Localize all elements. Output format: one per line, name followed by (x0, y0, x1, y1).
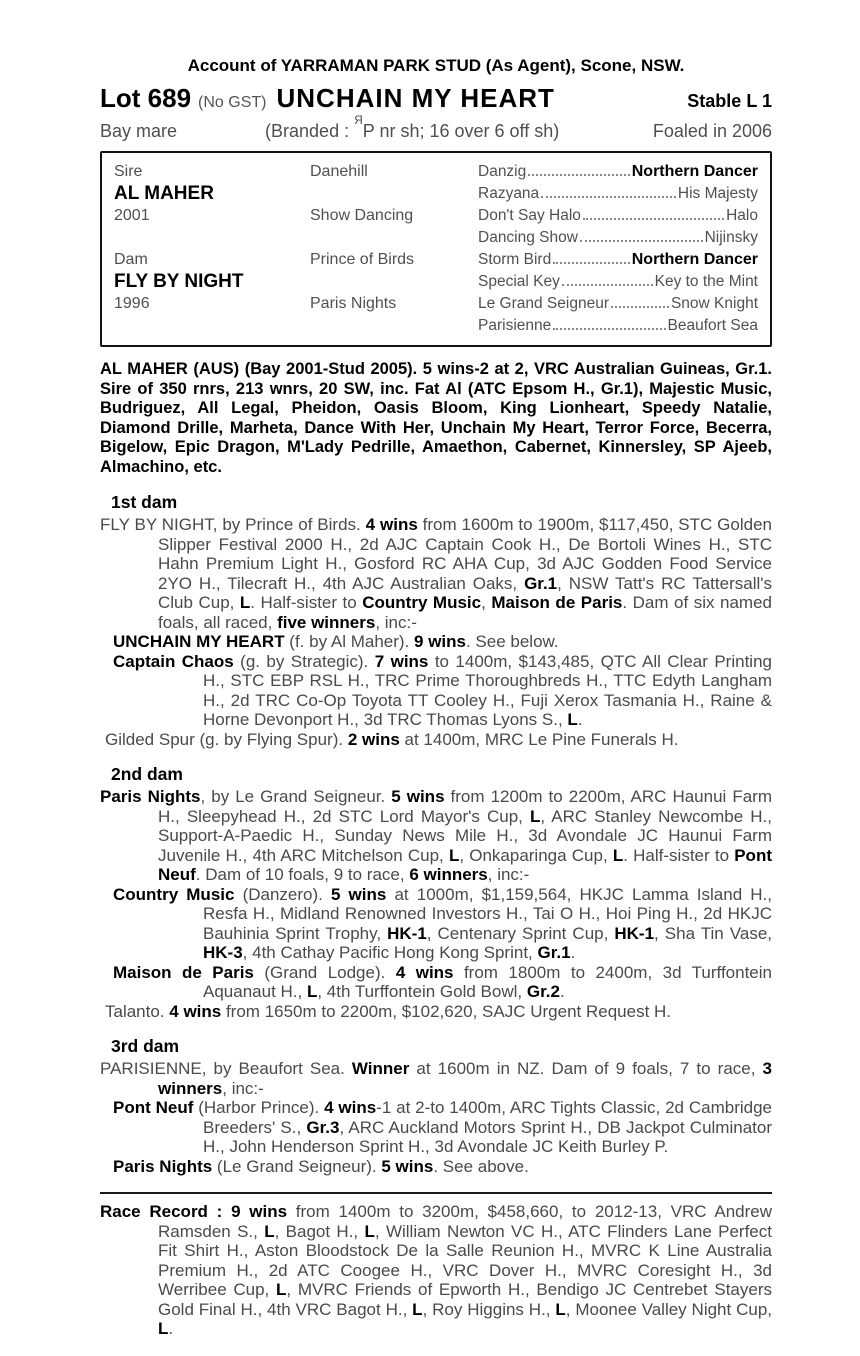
progeny-entry: Paris Nights (Le Grand Seigneur). 5 wins. See above. (113, 1156, 529, 1176)
leader-dots (528, 174, 630, 176)
section-divider (100, 1192, 772, 1194)
leader-dots (553, 328, 665, 330)
progeny-entry: Gilded Spur (g. by Flying Spur). 2 wins at 1400m, MRC Le Pine Funerals H. (105, 729, 679, 749)
progeny-entry: Talanto. 4 wins from 1650m to 2200m, $102,620, SAJC Urgent Request H. (105, 1001, 672, 1021)
ancestor-parent: Northern Dancer (631, 163, 758, 180)
gen3-row (478, 161, 758, 183)
ancestor-name: Dancing Show (478, 229, 578, 246)
section-heading-3rd-dam: 3rd dam (111, 1036, 180, 1056)
lot-title-row (100, 83, 772, 114)
gen3-row (478, 271, 758, 293)
dam-sire: Prince of Birds (310, 251, 415, 268)
brand-open: (Branded : (265, 121, 355, 141)
account-line: Account of YARRAMAN PARK STUD (As Agent), Scone, NSW. (187, 56, 685, 75)
progeny-entry: Country Music (Danzero). 5 wins at 1000m, $1,159,564, HKJC Lamma Island H., Resfa H., Midland Renowned Investors H., Tai O H., Hoi Ping H., 2d HKJC Bauhinia Sprint Trophy, HK-1, Centenary Sprint Cup, HK-1, Sha Tin Vase, HK-3, 4th Cathay Pacific Hong Kong Sprint, Gr.1. (113, 884, 772, 962)
dam-year: 1996 (114, 295, 150, 312)
leader-dots (583, 218, 724, 220)
progeny-entry: Maison de Paris (Grand Lodge). 4 wins from 1800m to 2400m, 3d Turffontein Aquanaut H., L, 4th Turffontein Gold Bowl, Gr.2. (113, 962, 772, 1001)
ancestor-name: Special Key (478, 273, 560, 290)
progeny-entry: Pont Neuf (Harbor Prince). 4 wins-1 at 2-to 1400m, ARC Tights Classic, 2d Cambridge Breeders' S., Gr.3, ARC Auckland Motors Sprint H., DB Jackpot Culminator H., John Henderson Sprint H., 3d Avondale JC Keith Burley P. (113, 1098, 772, 1156)
third-dam-entry: PARISIENNE, by Beaufort Sea. Winner at 1600m in NZ. Dam of 9 foals, 7 to race, 3 winners, inc:- (100, 1059, 772, 1098)
pedigree-col-parents (114, 161, 310, 337)
sire-year: 2001 (114, 207, 150, 224)
ancestor-name: Parisienne (478, 317, 552, 334)
ancestor-name: Le Grand Seigneur (478, 295, 609, 312)
ancestor-name: Don't Say Halo (478, 207, 581, 224)
ancestor-parent: Halo (726, 207, 758, 224)
second-dam-entry: Paris Nights, by Le Grand Seigneur. 5 wins from 1200m to 2200m, ARC Haunui Farm H., Sleepyhead H., 2d STC Lord Mayor's Cup, L, ARC Stanley Newcombe H., Support-A-Paedic H., Sunday News Mile H., 3d Avondale JC Haunui Farm Juvenile H., 4th ARC Mitchelson Cup, L, Onkaparinga Cup, L. Half-sister to Pont Neuf. Dam of 10 foals, 9 to race, 6 winners, inc:- (100, 787, 772, 884)
pedigree-col-grandparents (310, 161, 478, 337)
sire-dam: Show Dancing (310, 207, 414, 224)
ancestor-parent: Nijinsky (704, 229, 758, 246)
brand-rest: P nr sh; 16 over 6 off sh) (362, 121, 560, 141)
gen3-row (478, 315, 758, 337)
sire-name: AL MAHER (114, 183, 214, 204)
leader-dots (611, 306, 669, 308)
leader-dots (553, 262, 630, 264)
no-gst-label: (No GST) (198, 94, 267, 111)
ancestor-name: Razyana (478, 185, 540, 202)
section-heading-1st-dam: 1st dam (111, 492, 178, 512)
catalog-page (100, 0, 772, 1339)
stable-label: Stable L 1 (687, 91, 772, 111)
ancestor-parent: Beaufort Sea (667, 317, 758, 334)
gen3-row (478, 249, 758, 271)
foaled-year: Foaled in 2006 (652, 121, 772, 141)
color-sex: Bay mare (100, 121, 178, 141)
leader-dots (541, 196, 676, 198)
pedigree-table (100, 151, 772, 347)
gen3-row (478, 183, 758, 205)
leader-dots (580, 240, 703, 242)
gen3-row (478, 227, 758, 249)
ancestor-name: Storm Bird (478, 251, 552, 268)
gen3-row (478, 293, 758, 315)
lot-number: Lot 689 (100, 83, 192, 113)
dam-label: Dam (114, 251, 148, 268)
pedigree-col-gen3 (478, 161, 758, 337)
sire-label: Sire (114, 163, 143, 180)
race-record: Race Record : 9 wins from 1400m to 3200m, $458,660, to 2012-13, VRC Andrew Ramsden S., L, Bagot H., L, William Newton VC H., ATC Flinders Lane Perfect Fit Shirt H., Aston Bloodstock De la Salle Reunion H., MVRC K Line Australia Premium H., 2d ATC Coogee H., VRC Dover H., MVRC Coresight H., 3d Werribee Cup, L, MVRC Friends of Epworth H., Bendigo JC Centrebet Stayers Gold Final H., 4th VRC Bagot H., L, Roy Higgins H., L, Moonee Valley Night Cup, L. (100, 1202, 772, 1338)
progeny-entry: Captain Chaos (g. by Strategic). 7 wins to 1400m, $143,485, QTC All Clear Printing H., STC EBP RSL H., TRC Prime Thoroughbreds H., TTC Edyth Langham H., 2d TRC Co-Op Toyota TT Cooley H., Fuji Xerox Tasmania H., Raine & Horne Devonport H., 3d TRC Thomas Lyons S., L. (113, 651, 772, 729)
ancestor-name: Danzig (478, 163, 527, 180)
section-heading-2nd-dam: 2nd dam (111, 764, 183, 784)
brand-symbol: Я (354, 113, 363, 127)
dam-dam: Paris Nights (310, 295, 397, 312)
ancestor-parent: Northern Dancer (631, 251, 758, 268)
gen3-row (478, 205, 758, 227)
sire-summary: AL MAHER (AUS) (Bay 2001-Stud 2005). 5 wins-2 at 2, VRC Australian Guineas, Gr.1. Sire of 350 rnrs, 213 wnrs, 20 SW, inc. Fat Al (ATC Epsom H., Gr.1), Majestic Music, Budriguez, All Legal, Pheidon, Oasis Bloom, King Lionheart, Speedy Natalie, Diamond Drille, Marheta, Dance With Her, Unchain My Heart, Terror Force, Becerra, Bigelow, Epic Dragon, M'Lady Pedrille, Amaethon, Cabernet, Kinnersley, SP Ajeeb, Almachino, etc. (100, 360, 772, 476)
dam-name: FLY BY NIGHT (114, 271, 244, 292)
sire-sire: Danehill (310, 163, 368, 180)
horse-name: UNCHAIN MY HEART (276, 83, 555, 113)
first-dam-entry: FLY BY NIGHT, by Prince of Birds. 4 wins from 1600m to 1900m, $117,450, STC Golden Slipper Festival 2000 H., 2d AJC Captain Cook H., De Bortoli Wines H., STC Hahn Premium Light H., Gosford RC AHA Cup, 3d AJC Godden Food Service 2YO H., Tilecraft H., 4th AJC Australian Oaks, Gr.1, NSW Tatt's RC Tattersall's Club Cup, L. Half-sister to Country Music, Maison de Paris. Dam of six named foals, all raced, five winners, inc:- (100, 515, 772, 632)
ancestor-parent: His Majesty (677, 185, 758, 202)
description-row (100, 113, 772, 142)
brand-info (265, 113, 560, 142)
ancestor-parent: Key to the Mint (654, 273, 758, 290)
progeny-entry: UNCHAIN MY HEART (f. by Al Maher). 9 wins. See below. (113, 632, 559, 651)
ancestor-parent: Snow Knight (670, 295, 758, 312)
leader-dots (562, 284, 653, 286)
